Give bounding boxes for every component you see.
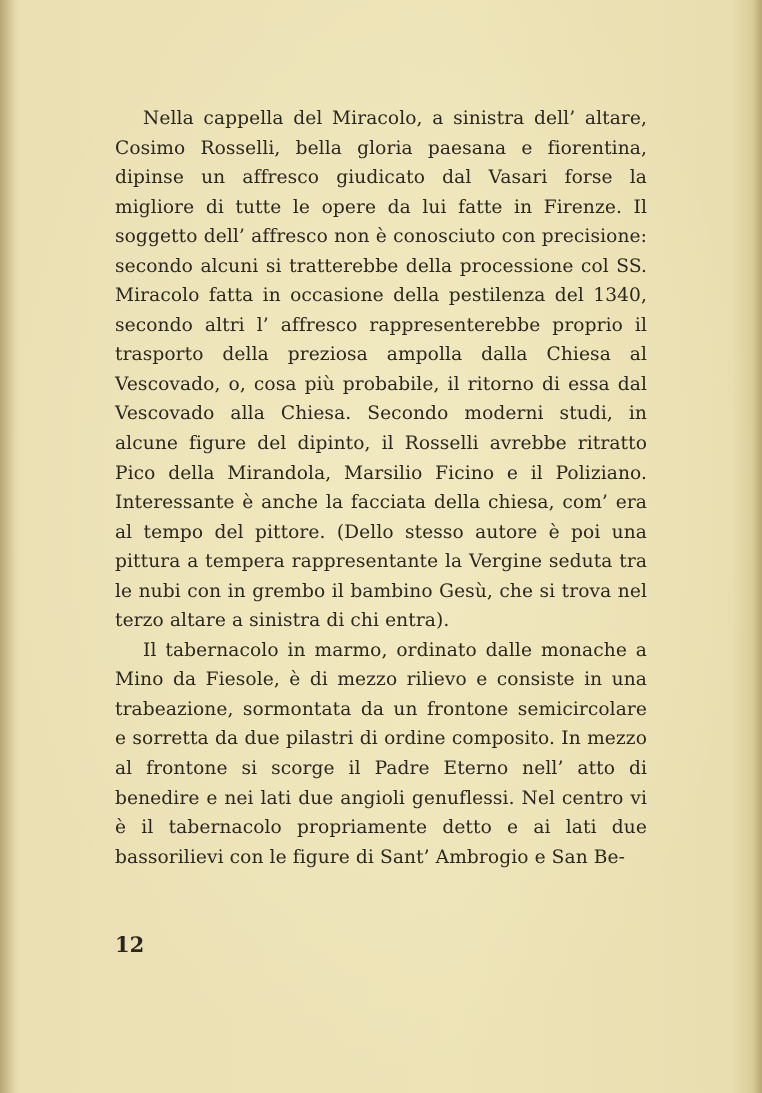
paragraph-cappella-miracolo: Nella cappella del Miracolo, a sinistra dell’ altare, Cosimo Rosselli, bella gloria paesana e fiorentina, dipinse un affresco giudicato dal Vasari forse la migliore di tutte le opere da lui fatte in Firenze. Il soggetto dell’ affresco non è conosciuto con precisione: secondo alcuni si tratterebbe della processione col SS. Miracolo fatta in occasione della pestilenza del 1340, secondo altri l’ affresco rappresenterebbe proprio il trasporto della preziosa ampolla dalla Chiesa al Vescovado, o, cosa più probabile, il ritorno di essa dal Vescovado alla Chiesa. Secondo moderni studi, in alcune figure del dipinto, il Rosselli avrebbe ritratto Pico della Mirandola, Marsilio Ficino e il Poliziano. Interessante è anche la facciata della chiesa, com’ era al tempo del pittore. (Dello stesso autore è poi una pittura a tempera rappresentante la Vergine seduta tra le nubi con in grembo il bambino Gesù, che si trova nel terzo altare a sinistra di chi entra). (115, 108, 647, 632)
spine-shadow (0, 0, 16, 1093)
body-text (115, 104, 647, 872)
page-edge (752, 0, 762, 1093)
page-number: 12 (115, 932, 145, 957)
paragraph-tabernacolo: Il tabernacolo in marmo, ordinato dalle monache a Mino da Fiesole, è di mezzo rilievo e consiste in una trabeazione, sormontata da un frontone semicircolare e sorretta da due pilastri di ordine composito. In mezzo al frontone si scorge il Padre Eterno nell’ atto di benedire e nei lati due angioli genuflessi. Nel centro vi è il tabernacolo propriamente detto e ai lati due bassorilievi con le figure di Sant’ Ambrogio e San Be- (115, 639, 647, 868)
